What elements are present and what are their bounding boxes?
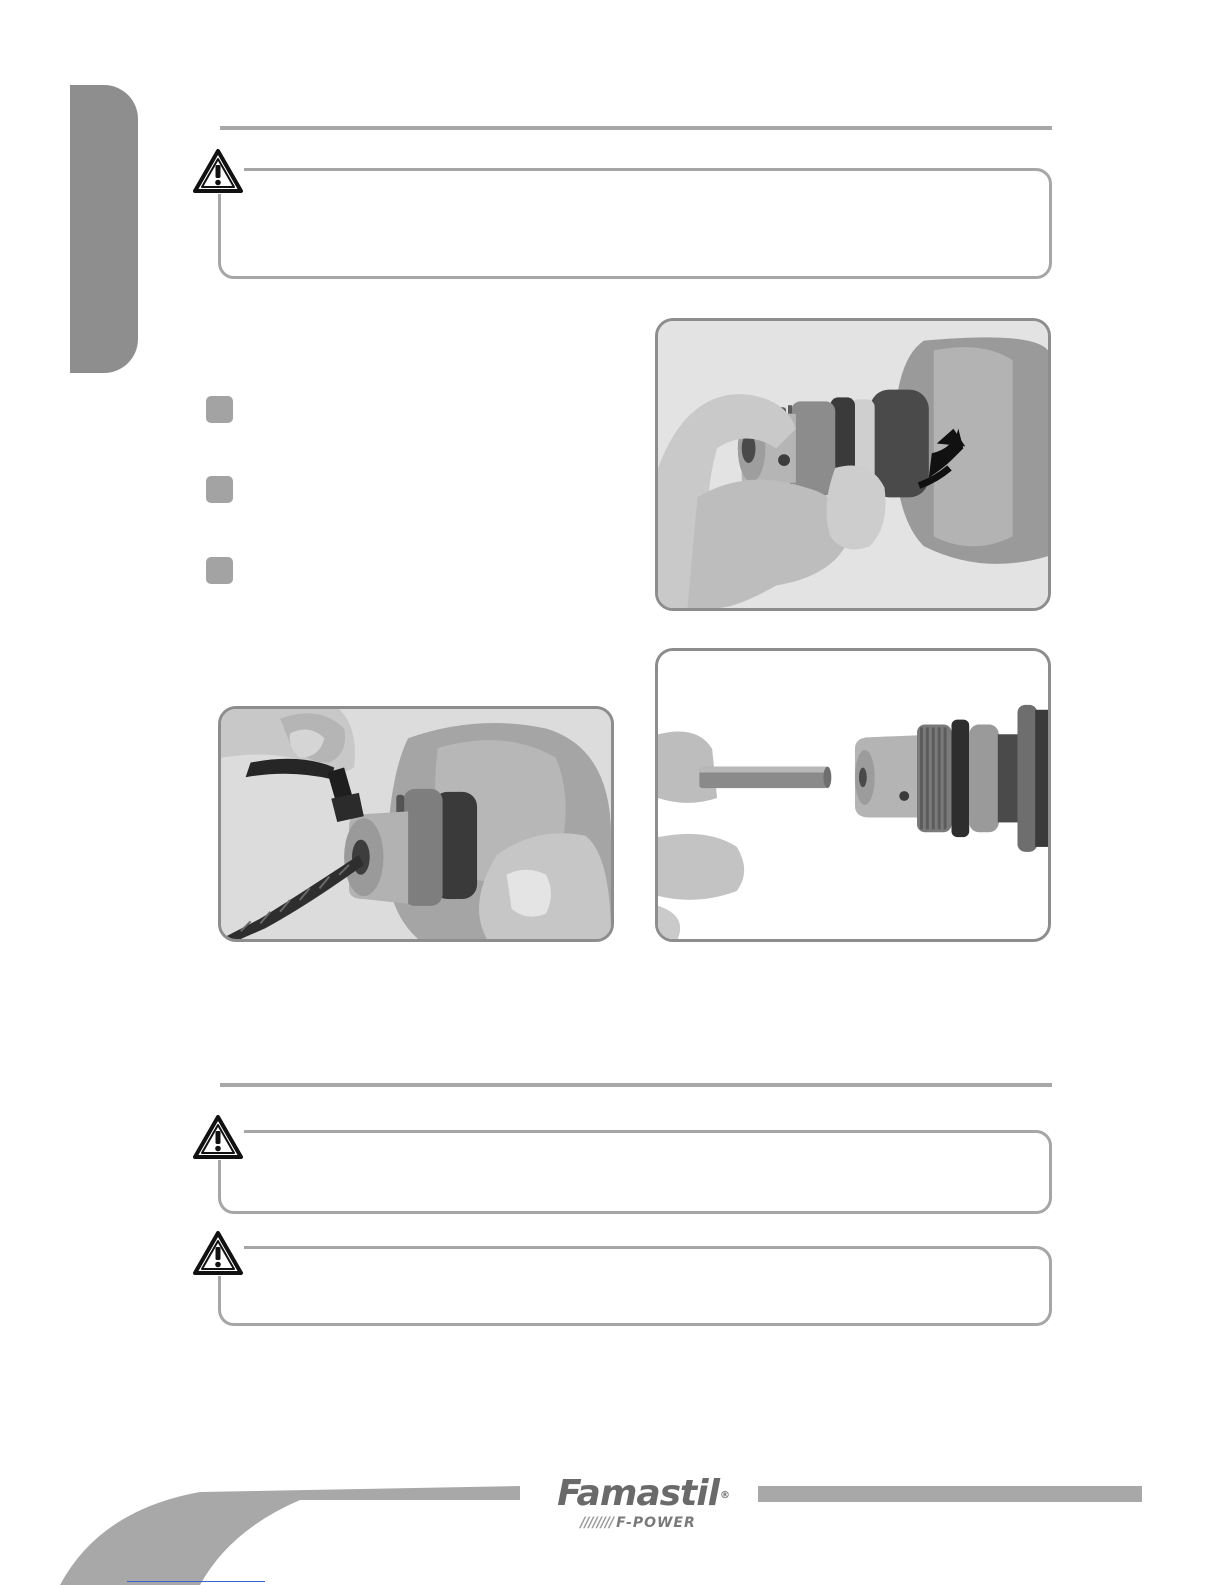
photo-chuck-tightening bbox=[655, 318, 1051, 611]
footer-bar-right bbox=[758, 1486, 1142, 1502]
warning-box-2 bbox=[218, 1130, 1052, 1214]
warning-triangle-icon bbox=[192, 1230, 244, 1276]
section-divider-top bbox=[220, 126, 1052, 130]
step-bullet-3 bbox=[206, 557, 233, 584]
photo-chuck-key bbox=[218, 706, 614, 942]
step-bullet-1 bbox=[206, 396, 233, 423]
brand-sub-logo: //////// F-POWER bbox=[580, 1515, 696, 1531]
brand-name: Famastil ® bbox=[557, 1473, 729, 1514]
warning-triangle-icon bbox=[192, 148, 244, 194]
section-divider-bottom bbox=[220, 1083, 1052, 1087]
warning-box-3 bbox=[218, 1246, 1052, 1326]
brand-logo bbox=[538, 1474, 738, 1536]
photo-bit-insertion bbox=[655, 648, 1051, 942]
link-underline bbox=[127, 1581, 265, 1582]
warning-triangle-icon bbox=[192, 1114, 244, 1160]
warning-box-1 bbox=[218, 168, 1052, 279]
side-section-tab bbox=[70, 85, 138, 373]
step-bullet-2 bbox=[206, 476, 233, 503]
